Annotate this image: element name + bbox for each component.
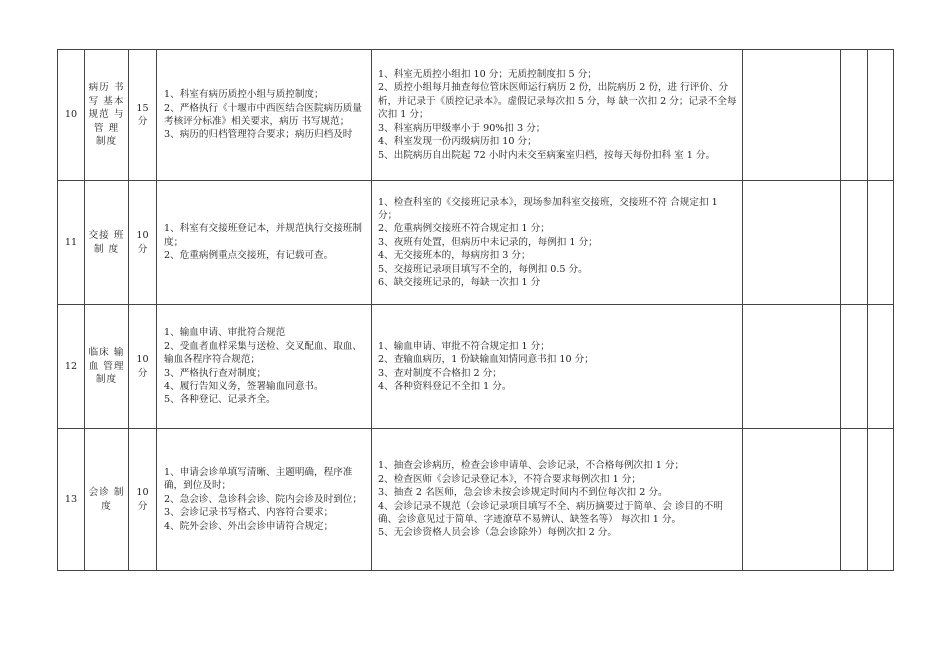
blank-cell xyxy=(868,429,894,571)
method-line: 5、交接班记录项目填写不全的，每例扣 0.5 分。 xyxy=(378,263,588,275)
methods-cell xyxy=(372,181,743,305)
blank-cell xyxy=(841,50,868,181)
table-body xyxy=(58,50,894,571)
methods-cell xyxy=(372,50,743,181)
standard-line: 2、危重病例重点交接班，有记载可查。 xyxy=(164,250,334,262)
method-line: 2、查输血病历，1 份缺输血知情同意书扣 10 分； xyxy=(378,354,594,366)
item-score: 10 分 xyxy=(129,305,157,429)
method-line: 6、缺交接班记录的，每缺一次扣 1 分 xyxy=(378,277,541,289)
table-row xyxy=(58,50,894,181)
method-line: 4、会诊记录不规范（会诊记录项目填写不全、病历摘要过于简单、会 诊目的不明确、会诊意见过于简单、字迹潦草不易辨认、缺签名等） 每次扣 1 分。 xyxy=(378,500,723,525)
standards-cell xyxy=(157,429,372,571)
standard-line: 4、履行告知义务，签署输血同意书。 xyxy=(164,380,324,392)
item-name: 临床 输血 管理 制度 xyxy=(85,305,129,429)
item-name: 会诊 制度 xyxy=(85,429,129,571)
standard-line: 2、急会诊、急诊科会诊、院内会诊及时到位； xyxy=(164,493,362,505)
table-row xyxy=(58,429,894,571)
blank-cell xyxy=(868,181,894,305)
method-line: 1、科室无质控小组扣 10 分；无质控制度扣 5 分； xyxy=(378,69,597,81)
item-score: 10 分 xyxy=(129,429,157,571)
standard-line: 4、院外会诊、外出会诊申请符合规定； xyxy=(164,520,334,532)
method-line: 1、输血申请、审批不符合规定扣 1 分； xyxy=(378,340,550,352)
standard-line: 3、严格执行查对制度； xyxy=(164,367,267,379)
standards-cell xyxy=(157,305,372,429)
method-line: 3、夜班有处置，但病历中未记录的，每例扣 1 分； xyxy=(378,236,598,248)
method-line: 2、检查医师《会诊记录登记本》，不符合要求每例次扣 1 分； xyxy=(378,473,641,485)
row-number: 13 xyxy=(58,429,85,571)
standard-line: 1、科室有病历质控小组与质控制度； xyxy=(164,89,324,101)
method-line: 1、抽查会诊病历，检查会诊申请单、会诊记录，不合格每例次扣 1 分； xyxy=(378,460,685,472)
blank-cell xyxy=(743,50,841,181)
item-score: 10 分 xyxy=(129,181,157,305)
method-line: 1、检查科室的《交接班记录本》，现场参加科室交接班，交接班不符 合规定扣 1 分； xyxy=(378,196,718,221)
method-line: 5、无会诊资格人员会诊（急会诊除外）每例次扣 2 分。 xyxy=(378,527,617,539)
item-name: 病历 书写 基本规范 与管 理 制度 xyxy=(85,50,129,181)
method-line: 3、抽查 2 名医师，急会诊未按会诊规定时间内不到位每次扣 2 分。 xyxy=(378,487,668,499)
row-number: 12 xyxy=(58,305,85,429)
standard-line: 2、受血者血样采集与送检、交叉配血、取血、输血各程序符合规范； xyxy=(164,340,362,366)
standard-line: 5、各种登记、记录齐全。 xyxy=(164,394,276,406)
standard-line: 3、会诊记录书写格式、内容符合要求； xyxy=(164,507,334,519)
blank-cell xyxy=(743,181,841,305)
row-number: 11 xyxy=(58,181,85,305)
item-name: 交接 班 制 度 xyxy=(85,181,129,305)
table-row xyxy=(58,181,894,305)
method-line: 3、查对制度不合格扣 2 分； xyxy=(378,367,502,379)
method-line: 5、出院病历自出院起 72 小时内未交至病案室归档，按每天每份扣科 室 1 分。 xyxy=(378,149,716,161)
blank-cell xyxy=(868,50,894,181)
method-line: 3、科室病历甲级率小于 90%扣 3 分； xyxy=(378,122,546,134)
method-line: 4、科室发现一份丙级病历扣 10 分； xyxy=(378,136,537,148)
methods-cell xyxy=(372,429,743,571)
item-score: 15 分 xyxy=(129,50,157,181)
blank-cell xyxy=(841,305,868,429)
method-line: 4、各种资料登记不全扣 1 分。 xyxy=(378,380,512,392)
blank-cell xyxy=(743,305,841,429)
blank-cell xyxy=(868,305,894,429)
blank-cell xyxy=(841,429,868,571)
table-row xyxy=(58,305,894,429)
standard-line: 1、科室有交接班登记本，并规范执行交接班制度； xyxy=(164,223,362,248)
standards-cell xyxy=(157,50,372,181)
standard-line: 1、输血申请、审批符合规范 xyxy=(164,327,286,339)
standard-line: 2、严格执行《十堰市中西医结合医院病历质量考核评分标准》相关要求，病历 书写规范； xyxy=(164,102,362,127)
row-number: 10 xyxy=(58,50,85,181)
assessment-table xyxy=(57,49,894,571)
method-line: 2、质控小组每月抽查每位管床医师运行病历 2 份，出院病历 2 份，进 行评价、分析，并记录于《质控记录本》。虚假记录每次扣 5 分，每 缺一次扣 2 分；记录不全每次扣 1 分； xyxy=(378,82,737,121)
method-line: 2、危重病例交接班不符合规定扣 1 分； xyxy=(378,223,550,235)
standard-line: 3、病历的归档管理符合要求；病历归档及时 xyxy=(164,129,353,141)
blank-cell xyxy=(743,429,841,571)
standard-line: 1、申请会诊单填写清晰、主题明确，程序准确，到位及时； xyxy=(164,466,353,492)
method-line: 4、无交接班本的，每病房扣 3 分； xyxy=(378,250,531,262)
standards-cell xyxy=(157,181,372,305)
blank-cell xyxy=(841,181,868,305)
methods-cell xyxy=(372,305,743,429)
